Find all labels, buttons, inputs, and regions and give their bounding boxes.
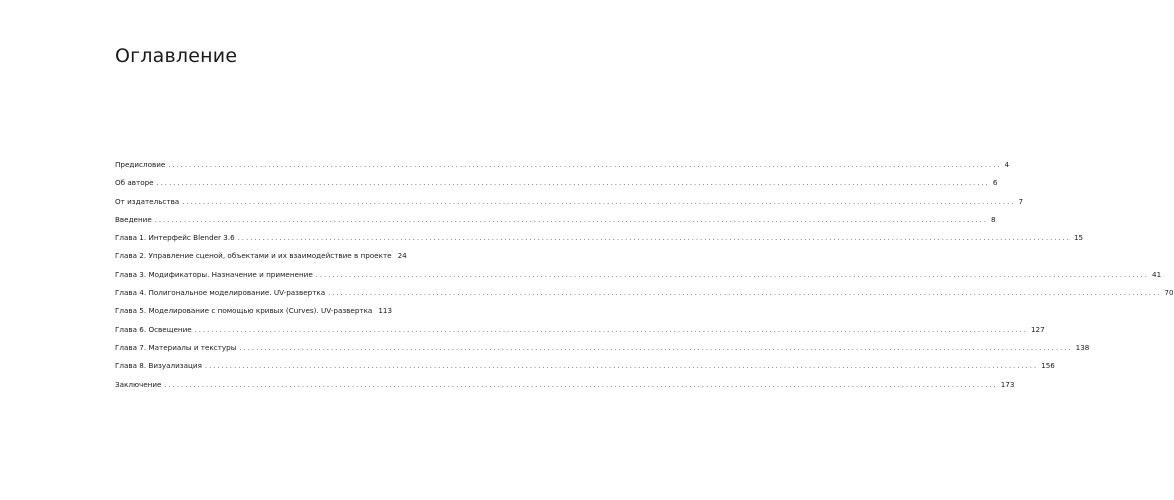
- toc-entry[interactable]: [115, 324, 1045, 343]
- toc-leader-dots: ........................................................................................................................................................................................................: [237, 234, 1071, 243]
- toc-entry[interactable]: [115, 160, 1010, 178]
- toc-leader-dots: ........................................................................................................................................................................................................: [239, 343, 1073, 352]
- toc-entry-label: От издательства: [115, 196, 180, 206]
- toc-entry[interactable]: [115, 233, 1084, 251]
- toc-leader-dots: ........................................................................................................................................................................................................: [156, 179, 990, 188]
- toc-entry-label: Глава 1. Интерфейс Blender 3.6: [115, 233, 235, 243]
- toc-entry-label: Глава 6. Освещение: [115, 324, 192, 334]
- toc-entry-page-number: 15: [1073, 233, 1084, 243]
- toc-entry-page-number: 138: [1075, 342, 1090, 352]
- toc-entry-page-number: 156: [1041, 361, 1055, 371]
- toc-entry[interactable]: [115, 269, 1162, 288]
- toc-entry-page-number: 4: [1004, 160, 1010, 169]
- toc-entry[interactable]: [115, 214, 996, 233]
- page-title: Оглавление: [115, 45, 238, 67]
- toc-leader-dots: ........................................................................................................................................................................................................: [328, 289, 1162, 298]
- toc-leader-dots: ........................................................................................................................................................................................................: [204, 362, 1039, 371]
- toc-entry-label: Глава 4. Полигональное моделирование. UV-развертка: [115, 288, 326, 298]
- toc-entry-label: Предисловие: [115, 160, 166, 169]
- toc-entry[interactable]: [115, 361, 1055, 379]
- toc-entry-label: Глава 2. Управление сценой, объектами и их взаимодействие в проекте: [115, 251, 392, 261]
- toc-leader-dots: ........................................................................................................................................................................................................: [182, 197, 1016, 206]
- toc-entry-page-number: 70: [1164, 288, 1174, 298]
- toc-entry-label: Глава 5. Моделирование с помощью кривых (Curves). UV-развертка: [115, 306, 373, 316]
- toc-entry-page-number: 24: [397, 251, 407, 261]
- toc-entry[interactable]: [115, 196, 1024, 215]
- toc-entry-label: Глава 3. Модификаторы. Назначение и применение: [115, 269, 313, 279]
- toc-entry-label: Введение: [115, 214, 152, 224]
- toc-entry-label: Глава 8. Визуализация: [115, 361, 202, 371]
- toc-entry[interactable]: [115, 306, 393, 324]
- toc-entry[interactable]: [115, 342, 1090, 361]
- toc-leader-dots: ........................................................................................................................................................................................................: [315, 270, 1150, 279]
- toc-entry-page-number: 8: [991, 214, 996, 224]
- toc-entry-page-number: 41: [1152, 269, 1162, 279]
- toc-leader-dots: ........................................................................................................................................................................................................: [164, 380, 998, 389]
- toc-leader-dots: ........................................................................................................................................................................................................: [194, 325, 1028, 334]
- toc-entry[interactable]: [115, 288, 1174, 306]
- toc-entry[interactable]: [115, 379, 1015, 398]
- toc-entry[interactable]: [115, 178, 998, 196]
- toc-entry-label: Глава 7. Материалы и текстуры: [115, 342, 237, 352]
- toc-entry-label: Заключение: [115, 379, 162, 389]
- toc-entry[interactable]: [115, 251, 407, 269]
- toc-entry-page-number: 173: [1000, 379, 1015, 389]
- toc-entry-page-number: 6: [992, 178, 998, 188]
- toc-entry-page-number: 127: [1030, 324, 1045, 334]
- toc-leader-dots: ........................................................................................................................................................................................................: [154, 215, 989, 224]
- toc-entry-page-number: 7: [1018, 196, 1024, 206]
- table-of-contents: [115, 160, 1174, 398]
- toc-leader-dots: ........................................................................................................................................................................................................: [168, 161, 1002, 169]
- toc-entry-page-number: 113: [378, 306, 393, 316]
- toc-entry-label: Об авторе: [115, 178, 154, 188]
